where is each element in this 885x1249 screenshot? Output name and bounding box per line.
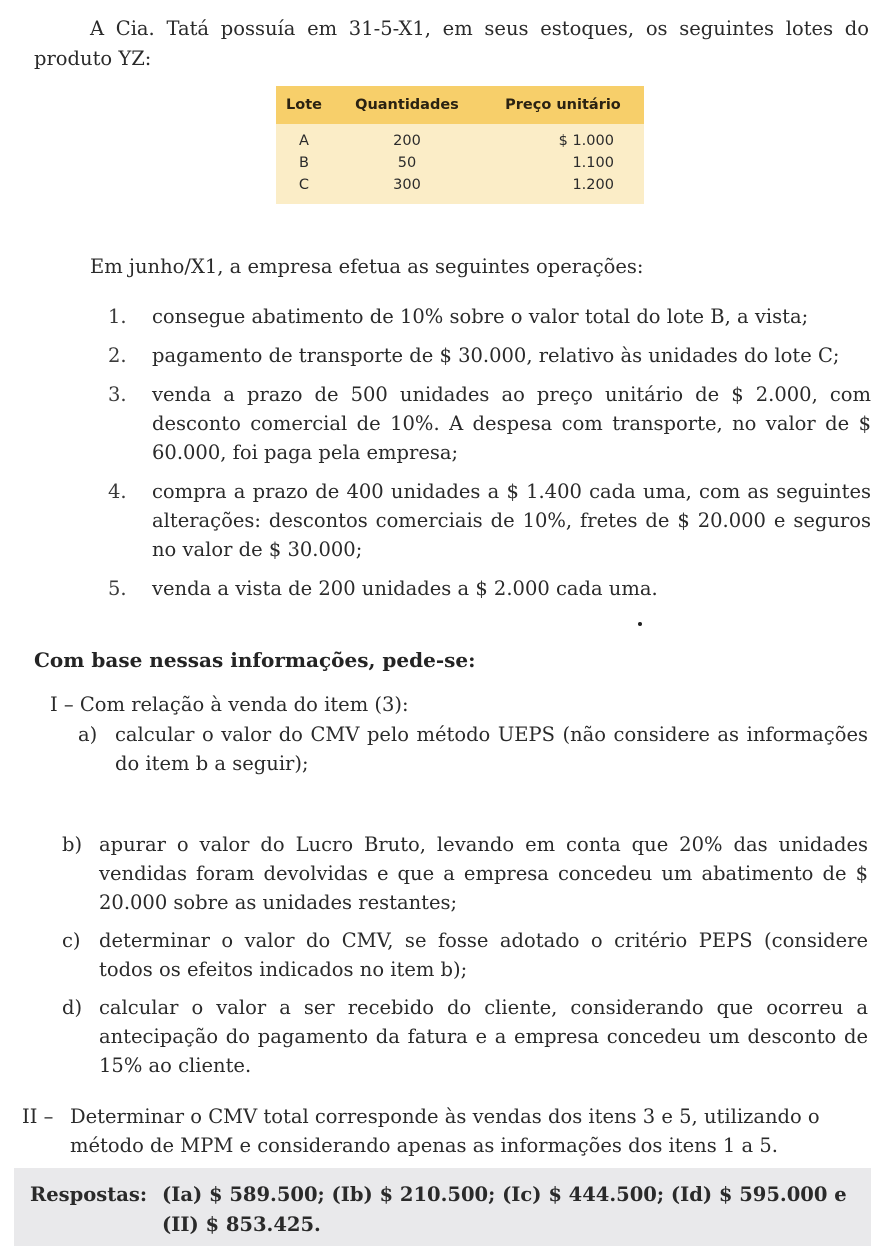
list-item — [108, 574, 871, 603]
item-number: 3. — [108, 383, 127, 406]
question-2 — [22, 1102, 870, 1160]
cell-lote: C — [298, 177, 310, 193]
list-item — [108, 341, 871, 370]
item-text: calcular o valor a ser recebido do cliente, considerando que ocorreu a antecipação do pagamento da fatura e a empresa concedeu um desconto de 15% ao cliente. — [99, 996, 868, 1077]
item-text: calcular o valor do CMV pelo método UEPS (não considere as informações do item b a seguir); — [115, 723, 868, 775]
answers-box — [14, 1168, 871, 1246]
list-item — [62, 993, 868, 1080]
question-2-text: Determinar o CMV total corresponde às vendas dos itens 3 e 5, utilizando o método de MPM e considerando apenas as informações dos itens 1 a 5. — [70, 1105, 820, 1157]
list-item — [62, 926, 868, 984]
cell-quantidade: 50 — [397, 155, 417, 171]
header-preco-unitario: Preço unitário — [482, 86, 644, 124]
header-quantidades: Quantidades — [332, 86, 482, 124]
item-letter: d) — [62, 996, 83, 1019]
item-text: determinar o valor do CMV, se fosse adotado o critério PEPS (considere todos os efeitos indicados no item b); — [99, 929, 868, 981]
item-text: venda a vista de 200 unidades a $ 2.000 cada uma. — [152, 577, 658, 600]
sub-items-list-b — [62, 830, 868, 1089]
list-item — [108, 302, 871, 331]
lot-table-header-row — [276, 86, 644, 124]
item-number: 5. — [108, 577, 127, 600]
section-heading: Com base nessas informações, pede-se: — [34, 648, 476, 672]
item-letter: a) — [78, 723, 98, 746]
cell-preco: 1.200 — [572, 177, 614, 193]
sub-items-list-a — [78, 720, 868, 787]
item-text: apurar o valor do Lucro Bruto, levando em conta que 20% das unidades vendidas foram devolvidas e que a empresa concedeu um abatimento de $ 20.000 sobre as unidades restantes; — [99, 833, 868, 914]
table-row — [276, 174, 644, 204]
print-speck — [638, 622, 642, 626]
cell-preco: 1.100 — [572, 155, 614, 171]
lot-table — [276, 86, 644, 204]
intro-paragraph: A Cia. Tatá possuía em 31-5-X1, em seus estoques, os seguintes lotes do produto YZ: — [34, 17, 869, 70]
item-letter: b) — [62, 833, 83, 856]
operations-intro: Em junho/X1, a empresa efetua as seguintes operações: — [90, 255, 644, 278]
question-1: I – Com relação à venda do item (3): — [50, 693, 409, 716]
item-text: consegue abatimento de 10% sobre o valor total do lote B, a vista; — [152, 305, 809, 328]
item-number: 1. — [108, 305, 127, 328]
header-lote: Lote — [276, 86, 332, 124]
operations-list — [108, 302, 871, 613]
cell-quantidade: 300 — [393, 177, 421, 193]
question-2-number: II – — [22, 1105, 54, 1128]
item-text: pagamento de transporte de $ 30.000, relativo às unidades do lote C; — [152, 344, 840, 367]
table-row — [276, 124, 644, 152]
list-item — [62, 830, 868, 917]
list-item — [108, 477, 871, 564]
item-text: venda a prazo de 500 unidades ao preço unitário de $ 2.000, com desconto comercial de 10%. A despesa com transporte, no valor de $ 60.000, foi paga pela empresa; — [152, 383, 871, 464]
cell-quantidade: 200 — [393, 133, 421, 149]
cell-lote: A — [299, 133, 309, 149]
answers-label: Respostas: — [30, 1183, 148, 1206]
cell-lote: B — [299, 155, 309, 171]
item-text: compra a prazo de 400 unidades a $ 1.400 cada uma, com as seguintes alterações: descontos comerciais de 10%, fretes de $ 20.000 e seguros no valor de $ 30.000; — [152, 480, 871, 561]
list-item — [78, 720, 868, 778]
item-letter: c) — [62, 929, 81, 952]
table-row — [276, 152, 644, 174]
list-item — [108, 380, 871, 467]
cell-preco: $ 1.000 — [558, 133, 614, 149]
answers-text: (Ia) $ 589.500; (Ib) $ 210.500; (Ic) $ 444.500; (Id) $ 595.000 e (II) $ 853.425. — [162, 1183, 847, 1236]
item-number: 2. — [108, 344, 127, 367]
item-number: 4. — [108, 480, 127, 503]
